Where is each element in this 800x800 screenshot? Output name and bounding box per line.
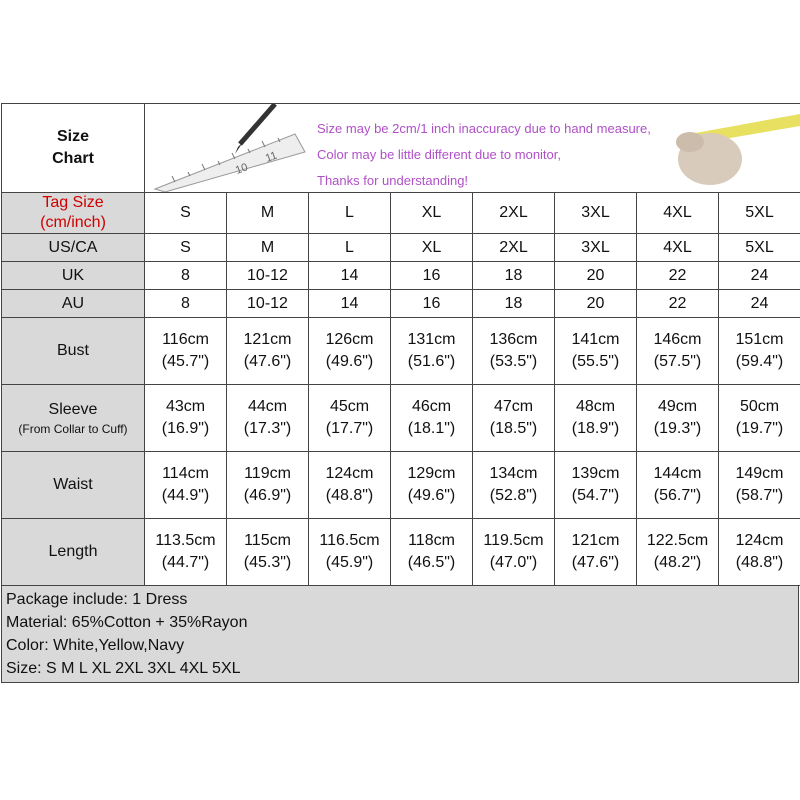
usca-cell: 4XL: [637, 234, 719, 262]
tag-size-row: [2, 193, 800, 234]
uk-row: [2, 262, 800, 290]
waist-label: Waist: [2, 452, 145, 519]
title-line-2: Chart: [52, 150, 94, 167]
notice-text: [317, 116, 651, 192]
sleeve-cell: 47cm (18.5"): [473, 385, 555, 452]
length-cell: 122.5cm (48.2"): [637, 519, 719, 586]
hand-measuring-tape-illustration: [650, 104, 800, 192]
svg-text:10: 10: [233, 161, 250, 177]
size-cell: 3XL: [555, 193, 637, 234]
notice-line-1: Size may be 2cm/1 inch inaccuracy due to hand measure,: [317, 121, 651, 136]
length-row: [2, 519, 800, 586]
uk-cell: 16: [391, 262, 473, 290]
uk-cell: 18: [473, 262, 555, 290]
uk-cell: 10-12: [227, 262, 309, 290]
waist-cell: 124cm (48.8"): [309, 452, 391, 519]
svg-text:11: 11: [263, 149, 279, 165]
length-cell: 116.5cm (45.9"): [309, 519, 391, 586]
banner-row: [2, 104, 800, 193]
au-label: AU: [2, 290, 145, 318]
sleeve-cell: 50cm (19.7"): [719, 385, 800, 452]
size-chart-sheet: [1, 103, 799, 683]
sleeve-row: [2, 385, 800, 452]
usca-cell: L: [309, 234, 391, 262]
bust-label: Bust: [2, 318, 145, 385]
length-cell: 124cm (48.8"): [719, 519, 800, 586]
sleeve-cell: 48cm (18.9"): [555, 385, 637, 452]
package-line-material: Material: 65%Cotton + 35%Rayon: [6, 614, 248, 631]
sleeve-label-main: Sleeve: [48, 401, 98, 418]
usca-cell: 3XL: [555, 234, 637, 262]
au-cell: 18: [473, 290, 555, 318]
ruler-pencil-illustration: [145, 104, 315, 192]
sleeve-label: [2, 385, 145, 452]
notice-banner: [145, 104, 800, 193]
size-cell: 5XL: [719, 193, 800, 234]
waist-cell: 119cm (46.9"): [227, 452, 309, 519]
chart-title: [2, 104, 145, 193]
length-cell: 115cm (45.3"): [227, 519, 309, 586]
uk-cell: 24: [719, 262, 800, 290]
uk-cell: 22: [637, 262, 719, 290]
uk-cell: 8: [145, 262, 227, 290]
waist-cell: 114cm (44.9"): [145, 452, 227, 519]
waist-row: [2, 452, 800, 519]
usca-row: [2, 234, 800, 262]
usca-cell: S: [145, 234, 227, 262]
bust-cell: 121cm (47.6"): [227, 318, 309, 385]
notice-line-3: Thanks for understanding!: [317, 173, 469, 188]
au-cell: 8: [145, 290, 227, 318]
uk-label: UK: [2, 262, 145, 290]
waist-cell: 129cm (49.6"): [391, 452, 473, 519]
waist-cell: 149cm (58.7"): [719, 452, 800, 519]
au-row: [2, 290, 800, 318]
size-cell: XL: [391, 193, 473, 234]
title-line-1: Size: [56, 128, 89, 145]
package-line-color: Color: White,Yellow,Navy: [6, 637, 185, 654]
size-cell: 4XL: [637, 193, 719, 234]
notice-line-2: Color may be little different due to monitor,: [317, 147, 561, 162]
waist-cell: 134cm (52.8"): [473, 452, 555, 519]
size-cell: L: [309, 193, 391, 234]
package-line-include: Package include: 1 Dress: [6, 591, 188, 608]
size-cell: 2XL: [473, 193, 555, 234]
package-info: [1, 586, 799, 683]
sleeve-label-note: (From Collar to Cuff): [18, 422, 128, 436]
au-cell: 24: [719, 290, 800, 318]
bust-cell: 131cm (51.6"): [391, 318, 473, 385]
sleeve-cell: 45cm (17.7"): [309, 385, 391, 452]
bust-cell: 126cm (49.6"): [309, 318, 391, 385]
bust-cell: 116cm (45.7"): [145, 318, 227, 385]
sleeve-cell: 46cm (18.1"): [391, 385, 473, 452]
bust-row: [2, 318, 800, 385]
size-cell: S: [145, 193, 227, 234]
length-label: Length: [2, 519, 145, 586]
package-line-size: Size: S M L XL 2XL 3XL 4XL 5XL: [6, 660, 241, 677]
au-cell: 16: [391, 290, 473, 318]
uk-cell: 20: [555, 262, 637, 290]
waist-cell: 139cm (54.7"): [555, 452, 637, 519]
length-cell: 113.5cm (44.7"): [145, 519, 227, 586]
au-cell: 22: [637, 290, 719, 318]
sleeve-cell: 49cm (19.3"): [637, 385, 719, 452]
bust-cell: 146cm (57.5"): [637, 318, 719, 385]
sleeve-cell: 44cm (17.3"): [227, 385, 309, 452]
length-cell: 121cm (47.6"): [555, 519, 637, 586]
bust-cell: 151cm (59.4"): [719, 318, 800, 385]
length-cell: 119.5cm (47.0"): [473, 519, 555, 586]
waist-cell: 144cm (56.7"): [637, 452, 719, 519]
usca-cell: XL: [391, 234, 473, 262]
au-cell: 20: [555, 290, 637, 318]
size-cell: M: [227, 193, 309, 234]
au-cell: 14: [309, 290, 391, 318]
tag-size-label: Tag Size (cm/inch): [2, 193, 145, 234]
au-cell: 10-12: [227, 290, 309, 318]
uk-cell: 14: [309, 262, 391, 290]
size-chart-table: [1, 103, 800, 586]
usca-cell: M: [227, 234, 309, 262]
bust-cell: 136cm (53.5"): [473, 318, 555, 385]
usca-cell: 5XL: [719, 234, 800, 262]
usca-cell: 2XL: [473, 234, 555, 262]
sleeve-cell: 43cm (16.9"): [145, 385, 227, 452]
bust-cell: 141cm (55.5"): [555, 318, 637, 385]
usca-label: US/CA: [2, 234, 145, 262]
length-cell: 118cm (46.5"): [391, 519, 473, 586]
